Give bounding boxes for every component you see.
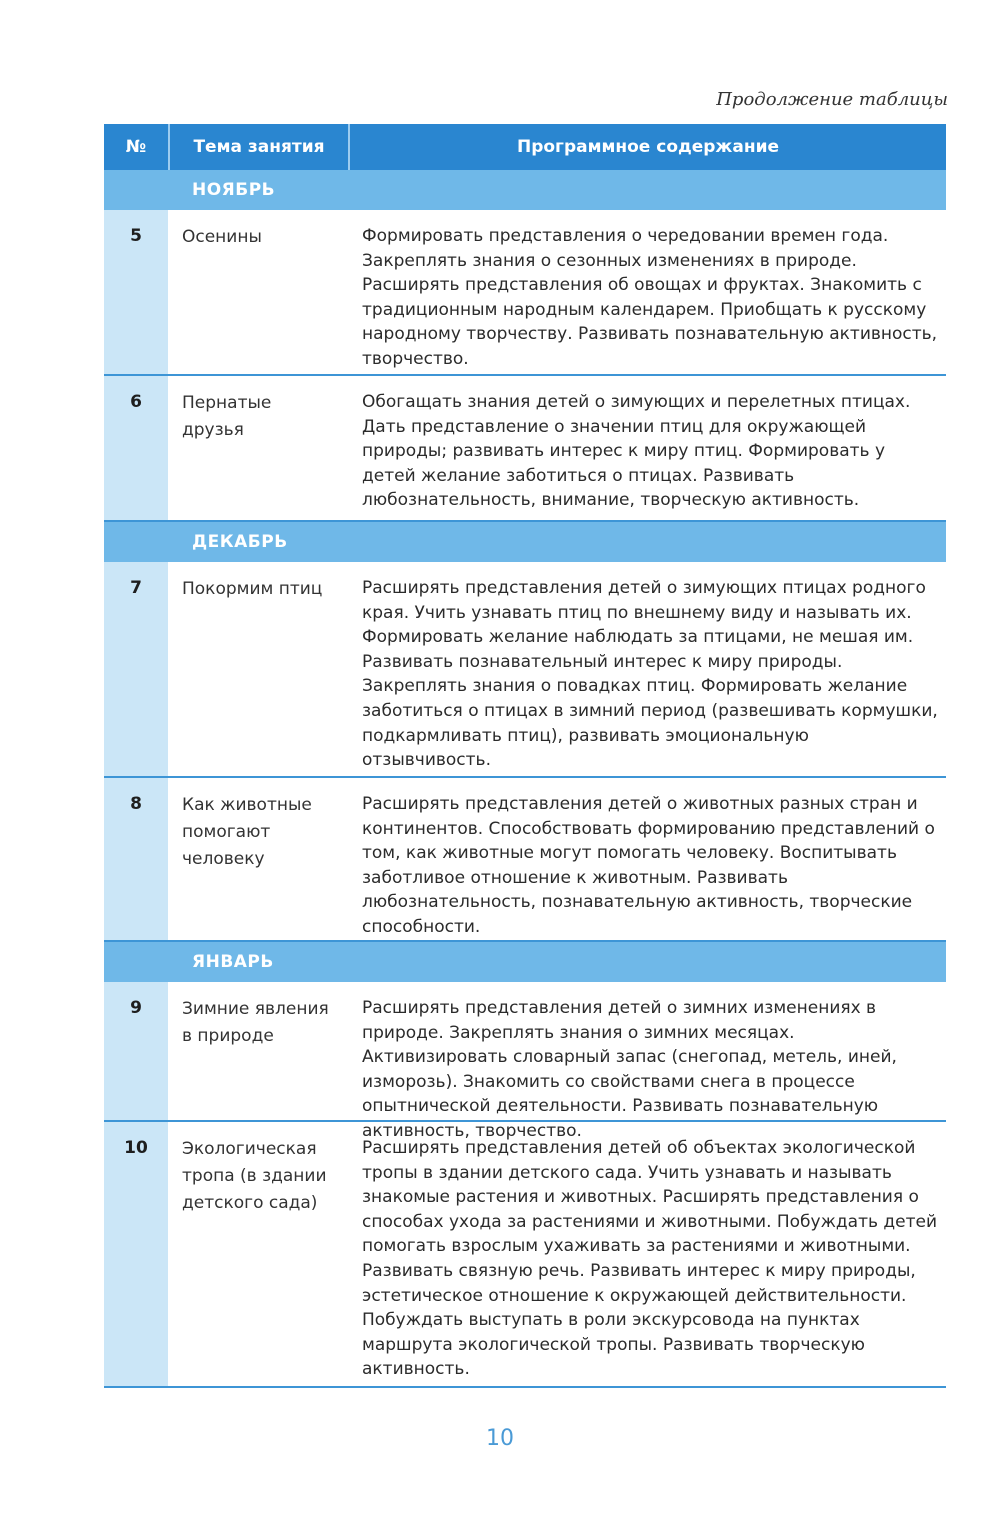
lesson-topic: Экологическая тропа (в здании детского сада) (182, 1139, 327, 1213)
month-label: НОЯБРЬ (192, 180, 276, 200)
lesson-topic: Зимние явления в природе (182, 999, 329, 1046)
lesson-content: Формировать представления о чередовании времен года. Закреплять знания о сезонных изменениях в природе. Расширять представления об овощах и фруктах. Знакомить с традиционным народным календарем. Приобщать к русскому народному творчеству. Развивать познавательную активность, творчество. (362, 226, 938, 369)
table-header (104, 124, 946, 170)
lesson-number: 8 (104, 778, 168, 940)
lesson-content: Расширять представления детей о зимующих птицах родного края. Учить узнавать птиц по внешнему виду и называть их. Формировать желание наблюдать за птицами, не мешая им. Развивать познавательный интерес к миру природы. Закреплять знания о повадках птиц. Формировать желание заботиться о птицах в зимний период (развешивать кормушки, подкармливать птиц), развивать эмоциональную отзывчивость. (362, 578, 938, 771)
table-row (104, 982, 946, 1141)
lesson-topic: Как животные помогают человеку (182, 795, 312, 869)
lesson-plan-table (104, 124, 946, 1388)
table-row (104, 210, 946, 376)
lesson-number: 7 (104, 562, 168, 776)
month-row-december (104, 522, 946, 562)
month-label: ЯНВАРЬ (192, 952, 274, 972)
lesson-content: Расширять представления детей о зимних изменениях в природе. Закреплять знания о зимних месяцах. Активизировать словарный запас (снегопад, метель, иней, изморозь). Знакомить со свойствами снега в процессе опытнической деятельности. Развивать познавательную активность, творчество. (362, 998, 897, 1141)
lesson-content: Обогащать знания детей о зимующих и перелетных птицах. Дать представление о значении птиц для окружающей природы; развивать интерес к миру птиц. Формировать у детей желание заботиться о птицах. Развивать любознательность, внимание, творческую активность. (362, 392, 911, 511)
table-row (104, 376, 946, 522)
month-label: ДЕКАБРЬ (192, 532, 288, 552)
header-content: Программное содержание (516, 137, 780, 157)
lesson-topic: Покормим птиц (182, 579, 323, 599)
month-row-january (104, 942, 946, 982)
lesson-topic: Осенины (182, 227, 262, 247)
lesson-content: Расширять представления детей об объектах экологической тропы в здании детского сада. Учить узнавать и называть знакомые растения и животных. Расширять представления о способах ухода за растениями и животными. Побуждать детей помогать взрослым ухаживать за растениями и животными. Развивать связную речь. Развивать интерес к миру природы, эстетическое отношение к окружающей действительности. Побуждать выступать в роли экскурсовода на пунктах маршрута экологической тропы. Развивать творческую активность. (362, 1138, 938, 1380)
lesson-number: 5 (104, 210, 168, 374)
lesson-number: 6 (104, 376, 168, 520)
table-row (104, 562, 946, 778)
header-topic: Тема занятия (170, 124, 350, 170)
table-continuation-label: Продолжение таблицы (716, 89, 948, 110)
lesson-topic: Пернатые друзья (182, 393, 272, 440)
lesson-number: 9 (104, 982, 168, 1120)
table-row (104, 778, 946, 942)
lesson-content: Расширять представления детей о животных разных стран и континентов. Способствовать формированию представлений о том, как животные могут помогать человеку. Воспитывать заботливое отношение к животным. Развивать любознательность, познавательную активность, творческие способности. (362, 794, 935, 937)
lesson-number: 10 (104, 1122, 168, 1386)
table-row (104, 1122, 946, 1388)
month-row-november (104, 170, 946, 210)
header-number: № (104, 124, 170, 170)
page-number: 10 (486, 1426, 514, 1451)
